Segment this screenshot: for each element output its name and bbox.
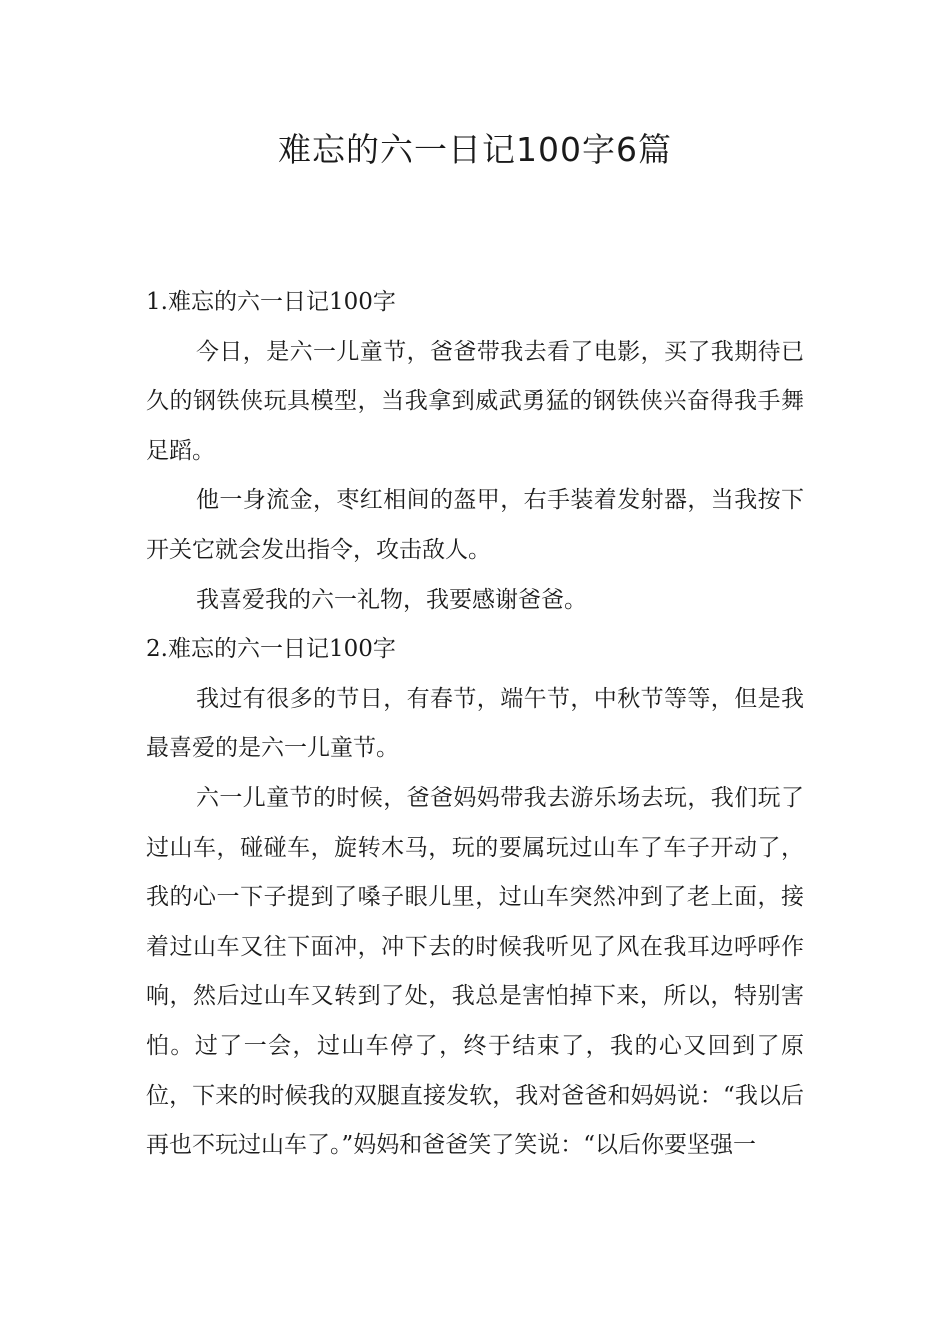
paragraph: 六一儿童节的时候，爸爸妈妈带我去游乐场去玩，我们玩了过山车，碰碰车，旋转木马，玩的要属玩过山车了车子开动了，我的心一下子提到了嗓子眼儿里，过山车突然冲到了老上面，接着过山车又往下面冲，冲下去的时候我听见了风在我耳边呼呼作响，然后过山车又转到了处，我总是害怕掉下来，所以，特别害怕。过了一会，过山车停了，终于结束了，我的心又回到了原位，下来的时候我的双腿直接发软，我对爸爸和妈妈说：“我以后再也不玩过山车了。”妈妈和爸爸笑了笑说：“以后你要坚强一 — [146, 784, 804, 1159]
section-heading: 1.难忘的六一日记100字 — [146, 289, 396, 315]
paragraph: 今日，是六一儿童节，爸爸带我去看了电影，买了我期待已久的钢铁侠玩具模型，当我拿到威武勇猛的钢铁侠兴奋得我手舞足蹈。 — [146, 338, 804, 464]
paragraph: 他一身流金，枣红相间的盔甲，右手装着发射器，当我按下开关它就会发出指令，攻击敌人。 — [146, 487, 804, 563]
document-title: 难忘的六一日记100字6篇 — [278, 130, 672, 169]
paragraph: 我喜爱我的六一礼物，我要感谢爸爸。 — [196, 586, 587, 613]
section-1 — [146, 278, 804, 625]
paragraph: 我过有很多的节日，有春节，端午节，中秋节等等，但是我最喜爱的是六一儿童节。 — [146, 685, 804, 762]
document-body — [146, 278, 804, 1171]
section-heading: 2.难忘的六一日记100字 — [146, 636, 396, 663]
section-2 — [146, 625, 804, 1171]
